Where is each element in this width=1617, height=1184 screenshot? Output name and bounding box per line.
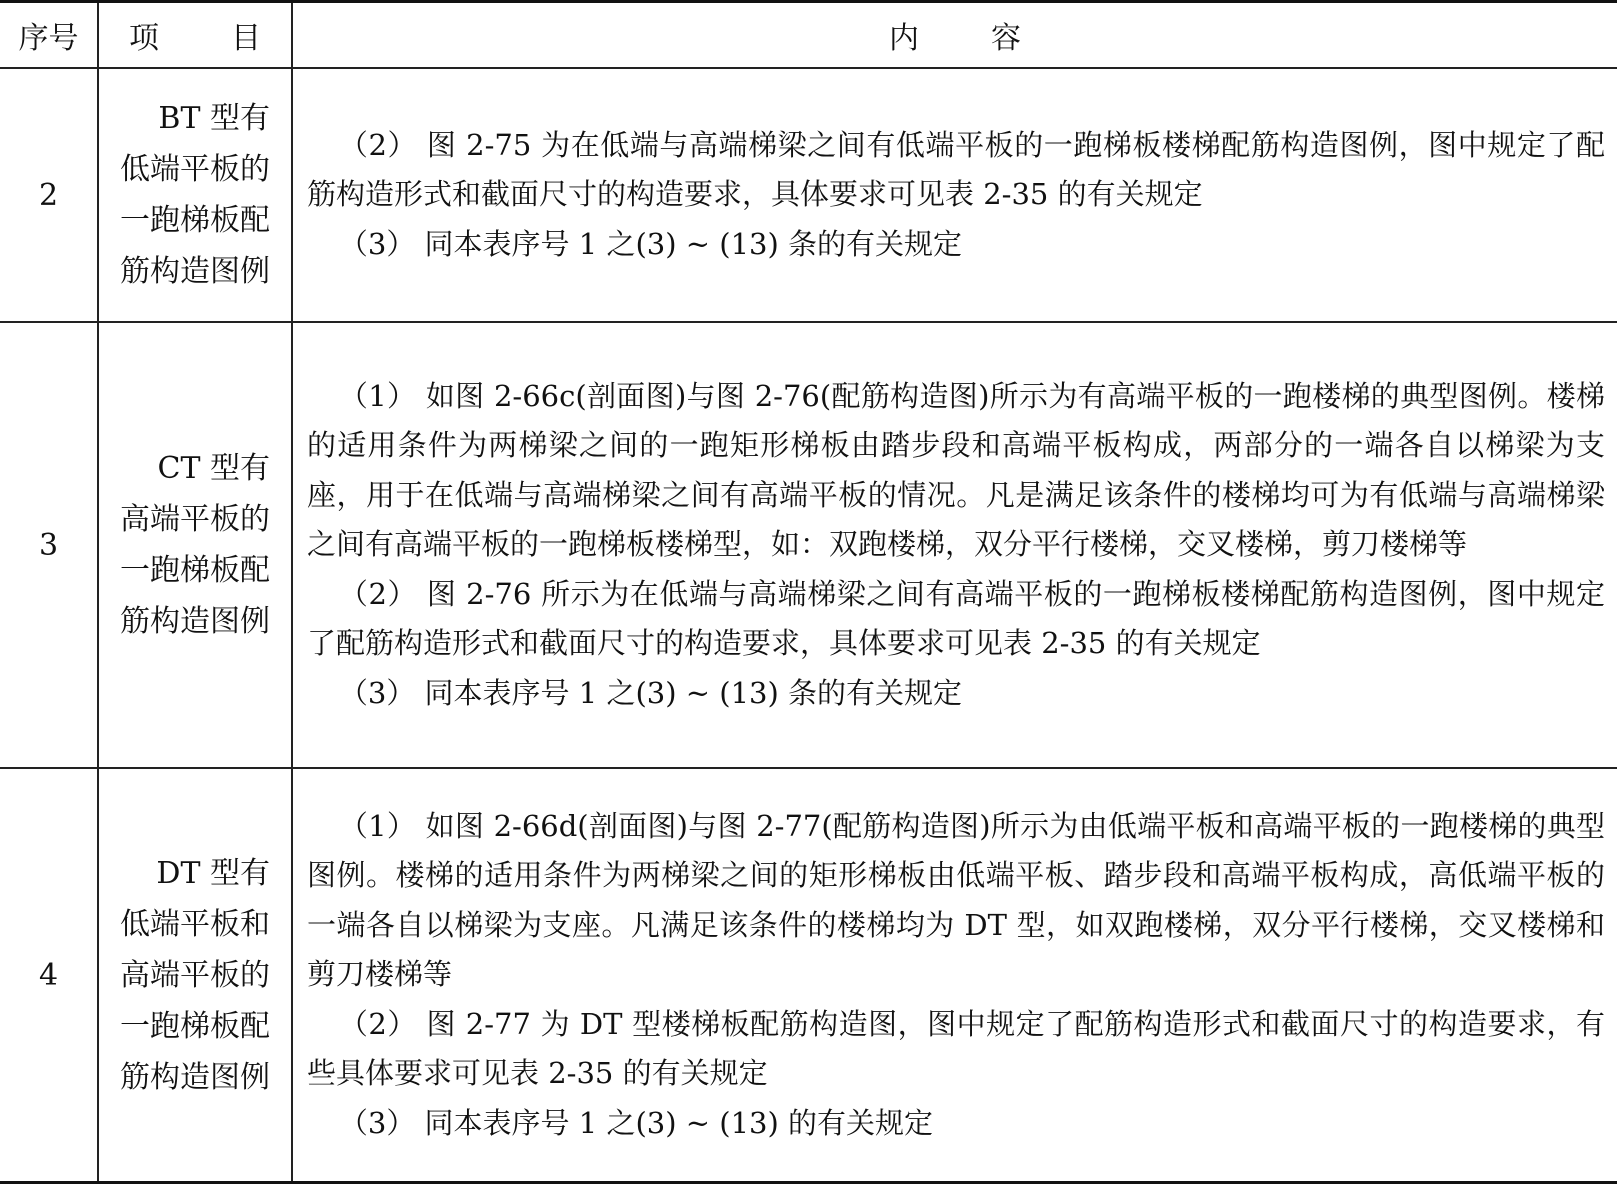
item-line: 高端平板的 [120,502,270,537]
item-line: 筋构造图例 [120,1059,270,1095]
item-line: 一跑梯板配 [120,553,270,588]
item-line: 一跑梯板配 [120,203,270,238]
content-paragraph: （2） 图 2-76 所示为在低端与高端梯梁之间有高端平板的一跑梯板楼梯配筋构造图例，图中规定了配筋构造形式和截面尺寸的构造要求，具体要求可见表 2-35 的有关规定 [307,576,1605,661]
item-line: CT 型有 [157,451,270,486]
item-cell [98,68,292,322]
header-content [292,2,1617,69]
item-line: 筋构造图例 [120,604,270,639]
seq-cell: 3 [0,322,98,768]
item-cell [98,322,292,768]
header-item [98,2,292,69]
item-cell [98,768,292,1183]
header-content-char: 容 [991,21,1021,56]
item-line: BT 型有 [158,101,270,136]
content-cell [292,322,1617,768]
content-paragraph: （3） 同本表序号 1 之(3) ~ (13) 条的有关规定 [338,226,963,261]
content-cell [292,68,1617,322]
table-header-row [0,2,1617,69]
header-content-char: 内 [889,21,919,56]
item-title [120,93,270,297]
content-paragraph: （3） 同本表序号 1 之(3) ~ (13) 的有关规定 [338,1105,934,1140]
item-line: 低端平板和 [120,906,270,942]
item-line: 筋构造图例 [120,254,270,289]
header-seq: 序号 [0,2,98,69]
content-paragraph: （2） 图 2-77 为 DT 型楼梯板配筋构造图，图中规定了配筋构造形式和截面尺寸的构造要求，有些具体要求可见表 2-35 的有关规定 [307,1006,1605,1091]
item-title [120,848,270,1103]
seq-cell: 2 [0,68,98,322]
header-item-char: 项 [129,21,159,56]
table-row [0,68,1617,322]
item-title [120,443,270,647]
item-line: 高端平板的 [120,957,270,993]
content-cell [292,768,1617,1183]
content-paragraph: （3） 同本表序号 1 之(3) ~ (13) 条的有关规定 [338,675,963,710]
table-row [0,322,1617,768]
item-line: 低端平板的 [120,152,270,187]
header-item-char: 目 [231,21,261,56]
content-paragraph: （1） 如图 2-66d(剖面图)与图 2-77(配筋构造图)所示为由低端平板和高端平板的一跑楼梯的典型图例。楼梯的适用条件为两梯梁之间的矩形梯板由低端平板、踏步段和高端平板构成，高低端平板的一端各自以梯梁为支座。凡满足该条件的楼梯均为 DT 型，如双跑楼梯，双分平行楼梯，交叉楼梯和剪刀楼梯等 [307,808,1605,992]
table-row [0,768,1617,1183]
content-paragraph: （1） 如图 2-66c(剖面图)与图 2-76(配筋构造图)所示为有高端平板的一跑楼梯的典型图例。楼梯的适用条件为两梯梁之间的一跑矩形梯板由踏步段和高端平板构成，两部分的一端各自以梯梁为支座，用于在低端与高端梯梁之间有高端平板的情况。凡是满足该条件的楼梯均可为有低端与高端梯梁之间有高端平板的一跑梯板楼梯型，如：双跑楼梯，双分平行楼梯，交叉楼梯，剪刀楼梯等 [307,378,1605,562]
item-line: DT 型有 [156,855,270,891]
item-line: 一跑梯板配 [120,1008,270,1044]
seq-cell: 4 [0,768,98,1183]
content-paragraph: （2） 图 2-75 为在低端与高端梯梁之间有低端平板的一跑梯板楼梯配筋构造图例，图中规定了配筋构造形式和截面尺寸的构造要求，具体要求可见表 2-35 的有关规定 [307,127,1605,212]
